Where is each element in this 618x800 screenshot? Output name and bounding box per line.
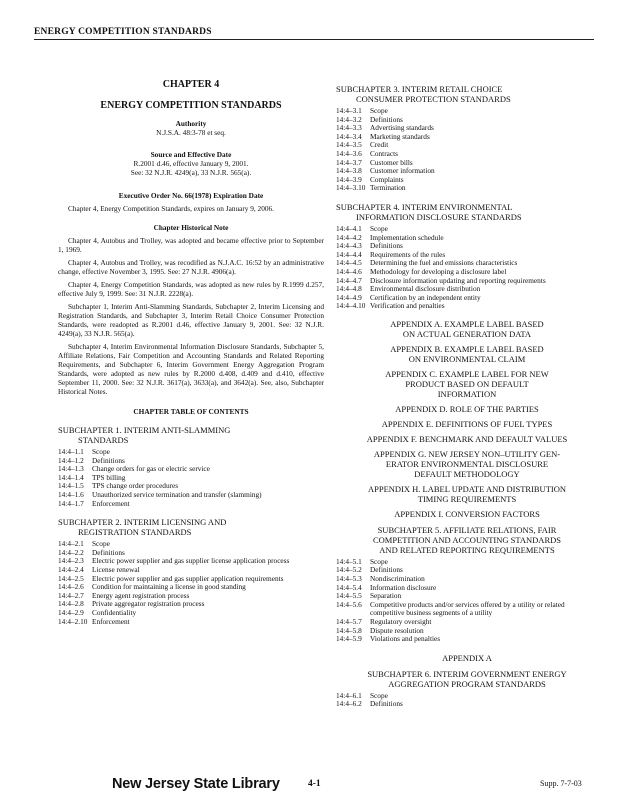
subchapter-heading bbox=[58, 425, 324, 445]
historical-note-paragraph: Chapter 4, Autobus and Trolley, was adopted and became effective prior to September 1, 1969. bbox=[58, 236, 324, 254]
section-number: 14:4–3.9 bbox=[336, 174, 362, 184]
section-title: Definitions bbox=[92, 455, 125, 465]
appendix-line: APPENDIX B. EXAMPLE LABEL BASED bbox=[390, 343, 544, 354]
section-number: 14:4–1.7 bbox=[58, 498, 84, 508]
section-number: 14:4–2.5 bbox=[58, 573, 84, 583]
appendix-entry bbox=[336, 419, 598, 429]
left-column bbox=[58, 72, 324, 626]
section-title: License renewal bbox=[92, 564, 140, 574]
historical-note-paragraph: Chapter 4, Autobus and Trolley, was recodified as N.J.A.C. 16:52 by an administrative change, effective November 3, 1995. See: 27 N.J.R. 4906(a). bbox=[58, 258, 324, 276]
subchapter-heading-line: INFORMATION DISCLOSURE STANDARDS bbox=[356, 211, 522, 222]
subchapter-heading-line: CONSUMER PROTECTION STANDARDS bbox=[356, 94, 511, 104]
chapter-title: ENERGY COMPETITION STANDARDS bbox=[100, 100, 282, 111]
source-heading: Source and Effective Date bbox=[150, 150, 232, 159]
section-list bbox=[336, 692, 598, 709]
appendix-line: APPENDIX D. ROLE OF THE PARTIES bbox=[395, 403, 539, 414]
section-title: Violations and penalties bbox=[370, 634, 441, 644]
executive-order-text: Chapter 4, Energy Competition Standards, expires on January 9, 2006. bbox=[68, 204, 274, 213]
section-number: 14:4–2.10 bbox=[58, 616, 88, 626]
appendix-line: APPENDIX E. DEFINITIONS OF FUEL TYPES bbox=[381, 418, 553, 429]
section-row bbox=[336, 302, 598, 311]
section-title: Customer bills bbox=[370, 157, 413, 167]
historical-note-paragraph: Subchapter 4, Interim Environmental Information Disclosure Standards, Subchapter 5, Affiliate Relations, Fair Competition and Accounting Standards and Related Reporting Requirements, and Subchapter 6, Interim Government Energy Aggregation Program Standards, were adopted as new rules by R.2000 d.408, d.409 and d.410, effective September 11, 2000. See: 32 N.J.R. 3617(a), 3633(a), and 3642(a). See, also, Subchapter Historical Notes. bbox=[58, 342, 324, 396]
section-list bbox=[58, 448, 324, 508]
section-title: Change orders for gas or electric service bbox=[92, 464, 210, 474]
section-number: 14:4–1.1 bbox=[58, 447, 84, 456]
authority-heading: Authority bbox=[175, 119, 207, 128]
section-number: 14:4–5.4 bbox=[336, 582, 362, 592]
section-number: 14:4–4.10 bbox=[336, 301, 366, 311]
appendix-line: ON ACTUAL GENERATION DATA bbox=[402, 328, 532, 339]
executive-order-heading: Executive Order No. 66(1978) Expiration Date bbox=[118, 191, 264, 200]
authority-text: N.J.S.A. 48:3-78 et seq. bbox=[156, 128, 226, 137]
section-list bbox=[58, 540, 324, 626]
section-row bbox=[336, 635, 598, 644]
section-title: Confidentiality bbox=[92, 607, 137, 617]
section-title: TPS change order procedures bbox=[92, 481, 179, 491]
appendix-line: APPENDIX I. CONVERSION FACTORS bbox=[394, 508, 540, 519]
section-number: 14:4–5.7 bbox=[336, 617, 362, 627]
subchapter-heading bbox=[336, 525, 598, 555]
section-title: Definitions bbox=[370, 241, 403, 251]
appendix-entry bbox=[336, 509, 598, 519]
appendix-line: APPENDIX H. LABEL UPDATE AND DISTRIBUTION bbox=[367, 483, 566, 494]
subchapter-heading bbox=[336, 84, 598, 104]
section-number: 14:4–6.2 bbox=[336, 699, 362, 709]
subchapter-heading-line: SUBCHAPTER 1. INTERIM ANTI-SLAMMING bbox=[58, 425, 231, 435]
footer-page-number: 4-1 bbox=[308, 779, 321, 789]
historical-note-paragraph: Subchapter 1, Interim Anti-Slamming Standards, Subchapter 2, Interim Licensing and Registration Standards, and Subchapter 3, Interim Retail Choice Consumer Protection Standards, were readopted as R.2001 d.46, effective January 9, 2001. See: 32 N.J.R. 4249(a), 33 N.J.R. 565(a). bbox=[58, 302, 324, 338]
section-row bbox=[336, 601, 598, 618]
section-title: Separation bbox=[370, 591, 402, 601]
section-number: 14:4–3.5 bbox=[336, 140, 362, 150]
appendix-entry bbox=[336, 449, 598, 479]
section-title: Nondiscrimination bbox=[370, 574, 425, 584]
section-number: 14:4–3.4 bbox=[336, 131, 362, 141]
subchapter-heading-line: COMPETITION AND ACCOUNTING STANDARDS bbox=[373, 534, 561, 545]
section-title: Competitive products and/or services offered by a utility or related competitive business segments of a utility bbox=[370, 599, 565, 618]
appendix-entry bbox=[336, 404, 598, 414]
section-title: Scope bbox=[92, 539, 110, 549]
running-head: ENERGY COMPETITION STANDARDS bbox=[34, 27, 594, 40]
section-title: Information disclosure bbox=[370, 582, 437, 592]
subchapter-heading-line: REGISTRATION STANDARDS bbox=[78, 527, 192, 538]
section-title: Condition for maintaining a license in good standing bbox=[92, 582, 246, 592]
section-number: 14:4–3.7 bbox=[336, 157, 362, 167]
section-number: 14:4–4.3 bbox=[336, 241, 362, 251]
section-title: Electric power supplier and gas supplier application requirements bbox=[92, 573, 284, 583]
section-title: Credit bbox=[370, 140, 389, 150]
section-number: 14:4–5.6 bbox=[336, 599, 362, 609]
appendix-entry bbox=[336, 344, 598, 364]
appendix-line: TIMING REQUIREMENTS bbox=[417, 493, 517, 504]
historical-note-paragraph: Chapter 4, Energy Competition Standards, was adopted as new rules by R.1999 d.257, effective July 9, 1999. See: 31 N.J.R. 2228(a). bbox=[58, 280, 324, 298]
section-title: Customer information bbox=[370, 166, 435, 176]
subchapter-heading bbox=[336, 669, 598, 689]
historical-note-heading: Chapter Historical Note bbox=[153, 223, 229, 232]
subchapter-heading bbox=[336, 202, 598, 222]
section-title: Definitions bbox=[92, 547, 125, 557]
subchapter-heading-line: SUBCHAPTER 3. INTERIM RETAIL CHOICE bbox=[336, 84, 503, 94]
section-number: 14:4–4.6 bbox=[336, 266, 362, 276]
appendix-line: APPENDIX C. EXAMPLE LABEL FOR NEW bbox=[385, 368, 549, 379]
section-number: 14:4–4.2 bbox=[336, 232, 362, 242]
section-number: 14:4–4.1 bbox=[336, 223, 362, 233]
section-number: 14:4–1.5 bbox=[58, 481, 84, 491]
section-title: Definitions bbox=[370, 699, 403, 709]
section-title: Scope bbox=[92, 447, 110, 456]
appendix-entry bbox=[336, 369, 598, 399]
appendix-line: APPENDIX A. EXAMPLE LABEL BASED bbox=[390, 318, 544, 329]
section-number: 14:4–3.10 bbox=[336, 183, 366, 193]
section-title: Complaints bbox=[370, 174, 404, 184]
section-title: Definitions bbox=[370, 114, 403, 124]
section-number: 14:4–5.1 bbox=[336, 556, 362, 566]
section-title: TPS billing bbox=[92, 472, 126, 482]
section-title: Private aggregator registration process bbox=[92, 599, 205, 609]
section-title: Definitions bbox=[370, 565, 403, 575]
section-row bbox=[336, 700, 598, 709]
appendix-list bbox=[336, 319, 598, 519]
section-number: 14:4–4.4 bbox=[336, 249, 362, 259]
section-title: Enforcement bbox=[92, 616, 130, 626]
section-list bbox=[336, 225, 598, 311]
section-title: Marketing standards bbox=[370, 131, 430, 141]
section-number: 14:4–2.6 bbox=[58, 582, 84, 592]
section-title: Scope bbox=[370, 556, 388, 566]
footer-library-name: New Jersey State Library bbox=[112, 776, 280, 792]
appendix-a-label: APPENDIX A bbox=[442, 652, 492, 663]
section-number: 14:4–5.2 bbox=[336, 565, 362, 575]
section-number: 14:4–2.2 bbox=[58, 547, 84, 557]
section-title: Regulatory oversight bbox=[370, 617, 432, 627]
section-title: Certification by an independent entity bbox=[370, 292, 481, 302]
section-number: 14:4–1.6 bbox=[58, 489, 84, 499]
section-title: Methodology for developing a disclosure label bbox=[370, 266, 507, 276]
section-title: Scope bbox=[370, 223, 388, 233]
section-number: 14:4–5.3 bbox=[336, 574, 362, 584]
appendix-line: ERATOR ENVIRONMENTAL DISCLOSURE bbox=[385, 458, 549, 469]
appendix-entry bbox=[336, 319, 598, 339]
appendix-entry bbox=[336, 484, 598, 504]
section-title: Contracts bbox=[370, 148, 398, 158]
section-title: Advertising standards bbox=[370, 123, 434, 133]
section-title: Environmental disclosure distribution bbox=[370, 284, 481, 294]
subchapter-heading-line: SUBCHAPTER 6. INTERIM GOVERNMENT ENERGY bbox=[367, 668, 567, 679]
appendix-line: INFORMATION bbox=[437, 388, 497, 399]
section-number: 14:4–1.4 bbox=[58, 472, 84, 482]
section-number: 14:4–2.8 bbox=[58, 599, 84, 609]
source-line: R.2001 d.46, effective January 9, 2001. bbox=[133, 159, 249, 168]
section-title: Scope bbox=[370, 690, 388, 700]
subchapter-heading-line: AND RELATED REPORTING REQUIREMENTS bbox=[379, 544, 555, 555]
section-list bbox=[336, 107, 598, 193]
section-number: 14:4–3.8 bbox=[336, 166, 362, 176]
section-row bbox=[58, 618, 324, 627]
appendix-line: APPENDIX G. NEW JERSEY NON–UTILITY GEN- bbox=[373, 448, 561, 459]
section-title: Determining the fuel and emissions characteristics bbox=[370, 258, 518, 268]
appendix-line: DEFAULT METHODOLOGY bbox=[414, 468, 520, 479]
source-line: See: 32 N.J.R. 4249(a), 33 N.J.R. 565(a). bbox=[130, 168, 252, 177]
section-number: 14:4–5.5 bbox=[336, 591, 362, 601]
appendix-line: APPENDIX F. BENCHMARK AND DEFAULT VALUES bbox=[366, 433, 568, 444]
section-number: 14:4–3.2 bbox=[336, 114, 362, 124]
section-number: 14:4–3.3 bbox=[336, 123, 362, 133]
section-number: 14:4–3.1 bbox=[336, 106, 362, 115]
section-number: 14:4–1.3 bbox=[58, 464, 84, 474]
section-number: 14:4–2.3 bbox=[58, 556, 84, 566]
right-column bbox=[336, 84, 598, 709]
footer-supplement-date: Supp. 7-7-03 bbox=[540, 779, 582, 788]
section-number: 14:4–4.9 bbox=[336, 292, 362, 302]
appendix-line: PRODUCT BASED ON DEFAULT bbox=[405, 378, 529, 389]
section-title: Energy agent registration process bbox=[92, 590, 190, 600]
section-title: Enforcement bbox=[92, 498, 130, 508]
subchapter-heading-line: SUBCHAPTER 4. INTERIM ENVIRONMENTAL bbox=[336, 201, 513, 212]
section-list bbox=[336, 558, 598, 644]
section-number: 14:4–4.5 bbox=[336, 258, 362, 268]
section-number: 14:4–2.1 bbox=[58, 539, 84, 549]
toc-heading: CHAPTER TABLE OF CONTENTS bbox=[133, 407, 249, 416]
appendix-line: ON ENVIRONMENTAL CLAIM bbox=[408, 353, 526, 364]
section-number: 14:4–2.7 bbox=[58, 590, 84, 600]
section-title: Unauthorized service termination and transfer (slamming) bbox=[92, 489, 262, 499]
section-title: Electric power supplier and gas supplier license application process bbox=[92, 556, 290, 566]
appendix-entry bbox=[336, 434, 598, 444]
subchapter-heading-line: AGGREGATION PROGRAM STANDARDS bbox=[388, 678, 546, 689]
section-number: 14:4–5.8 bbox=[336, 625, 362, 635]
section-title: Disclosure information updating and reporting requirements bbox=[370, 275, 546, 285]
section-title: Dispute resolution bbox=[370, 625, 424, 635]
subchapter-heading-line: SUBCHAPTER 2. INTERIM LICENSING AND bbox=[58, 517, 227, 528]
section-title: Termination bbox=[370, 183, 406, 193]
section-title: Implementation schedule bbox=[370, 232, 444, 242]
section-number: 14:4–2.9 bbox=[58, 607, 84, 617]
section-title: Verification and penalties bbox=[370, 301, 445, 311]
subchapter-heading bbox=[58, 517, 324, 537]
section-number: 14:4–5.9 bbox=[336, 634, 362, 644]
section-number: 14:4–2.4 bbox=[58, 564, 84, 574]
section-number: 14:4–4.7 bbox=[336, 275, 362, 285]
section-row bbox=[58, 500, 324, 509]
chapter-label: CHAPTER 4 bbox=[162, 79, 220, 90]
section-title: Requirements of the rules bbox=[370, 249, 446, 259]
subchapter-heading-line: STANDARDS bbox=[78, 435, 129, 445]
section-title: Scope bbox=[370, 106, 388, 115]
section-number: 14:4–3.6 bbox=[336, 148, 362, 158]
section-number: 14:4–1.2 bbox=[58, 455, 84, 465]
subchapter-heading-line: SUBCHAPTER 5. AFFILIATE RELATIONS, FAIR bbox=[377, 524, 557, 535]
section-number: 14:4–4.8 bbox=[336, 284, 362, 294]
section-number: 14:4–6.1 bbox=[336, 690, 362, 700]
section-row bbox=[336, 184, 598, 193]
